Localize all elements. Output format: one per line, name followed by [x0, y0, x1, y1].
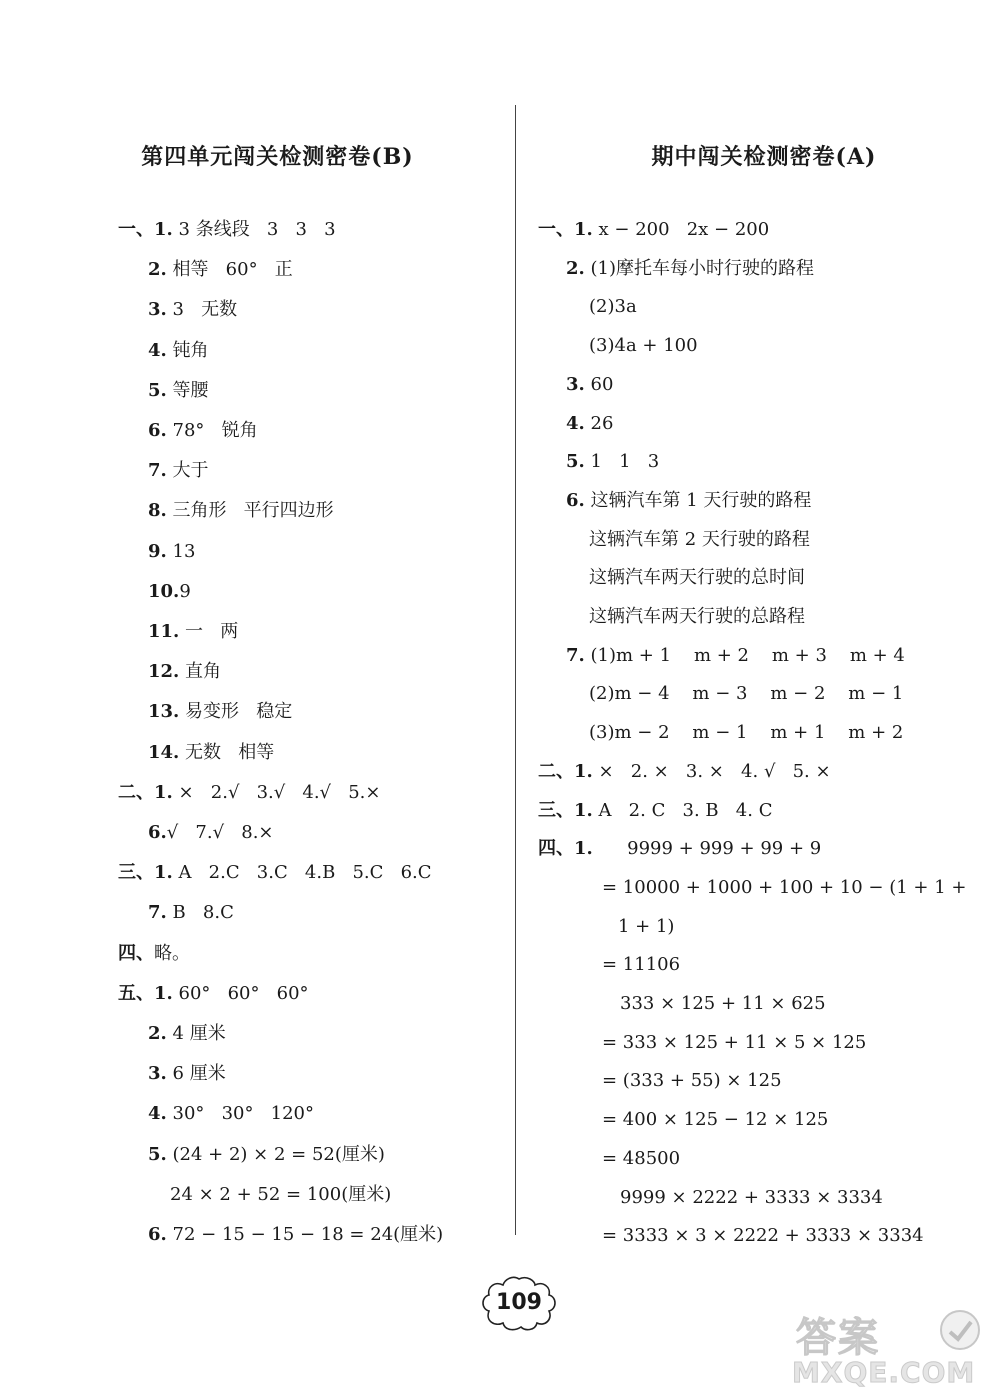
- right-section-title: 期中闯关检测密卷(A): [651, 144, 877, 170]
- answer-text: (24 + 2) × 2 = 52(厘米): [166, 1144, 385, 1165]
- left-answer-line: [118, 218, 336, 242]
- left-section-title: 第四单元闯关检测密卷(B): [141, 144, 414, 170]
- answer-text: 4 厘米: [166, 1023, 226, 1044]
- answer-text: 60° 60° 60°: [172, 983, 309, 1004]
- answer-text: = 48500: [602, 1148, 681, 1169]
- answer-text: 3 无数: [166, 299, 238, 320]
- answer-text: A 2. C 3. B 4. C: [592, 800, 773, 821]
- item-number: 7.: [148, 902, 167, 923]
- item-number: 6.: [148, 822, 167, 843]
- answer-text: × 2.√ 3.√ 4.√ 5.×: [172, 782, 381, 803]
- right-answer-line: [620, 1186, 883, 1210]
- answer-text: 3 条线段 3 3 3: [172, 219, 336, 240]
- left-answer-line: [148, 540, 195, 564]
- item-number: 5.: [148, 380, 167, 401]
- right-answer-line: [589, 334, 698, 358]
- right-answer-line: [589, 605, 805, 629]
- left-answer-line: [148, 258, 293, 282]
- answer-text: 无数 相等: [179, 742, 275, 763]
- right-answer-line: [602, 1108, 828, 1132]
- left-answer-line: [118, 942, 190, 966]
- item-number: 三、1.: [118, 862, 173, 883]
- answer-text: × 2. × 3. × 4. √ 5. ×: [592, 761, 831, 782]
- item-number: 4.: [566, 413, 585, 434]
- item-number: 二、1.: [118, 782, 173, 803]
- right-answer-line: [618, 915, 674, 939]
- answer-text: 等腰: [166, 380, 209, 401]
- left-answer-line: [148, 620, 238, 644]
- left-answer-line: [148, 499, 334, 523]
- answer-text: 9: [179, 581, 191, 602]
- right-answer-line: [538, 218, 769, 242]
- answer-text: = 400 × 125 − 12 × 125: [602, 1109, 829, 1130]
- item-number: 4.: [148, 1103, 167, 1124]
- left-answer-line: [148, 379, 209, 403]
- item-number: 2.: [148, 1023, 167, 1044]
- answer-text: (2)m − 4 m − 3 m − 2 m − 1: [589, 683, 904, 704]
- right-answer-line: [602, 953, 680, 977]
- item-number: 7.: [566, 645, 585, 666]
- right-answer-line: [566, 489, 811, 513]
- item-number: 5.: [566, 451, 585, 472]
- answer-text: √ 7.√ 8.×: [166, 822, 274, 843]
- right-answer-line: [538, 799, 772, 823]
- left-answer-line: [118, 982, 309, 1006]
- left-answer-line: [148, 419, 258, 443]
- item-number: 6.: [148, 420, 167, 441]
- left-answer-line: [118, 781, 380, 805]
- answer-text: 13: [166, 541, 196, 562]
- right-answer-line: [589, 528, 810, 552]
- left-answer-line: [148, 901, 234, 925]
- answer-text: B 8.C: [166, 902, 234, 923]
- page-number-badge: [481, 1275, 557, 1331]
- answer-text: (3)4a + 100: [589, 335, 698, 356]
- watermark-logo-text: 答案: [796, 1315, 880, 1361]
- answer-text: 这辆汽车第 2 天行驶的路程: [589, 529, 810, 550]
- answer-text: 相等 60° 正: [166, 259, 293, 280]
- answer-text: = 11106: [602, 954, 681, 975]
- answer-text: 72 − 15 − 15 − 18 = 24(厘米): [166, 1224, 444, 1245]
- item-number: 一、1.: [118, 219, 173, 240]
- item-number: 8.: [148, 500, 167, 521]
- answer-text: 26: [584, 413, 614, 434]
- item-number: 9.: [148, 541, 167, 562]
- answer-text: 60: [584, 374, 614, 395]
- item-number: 13.: [148, 701, 180, 722]
- answer-text: (2)3a: [589, 296, 637, 317]
- page-number: 109: [496, 1290, 542, 1315]
- left-answer-line: [148, 1062, 226, 1086]
- item-number: 三、1.: [538, 800, 593, 821]
- item-number: 14.: [148, 742, 180, 763]
- item-number: 2.: [566, 258, 585, 279]
- left-answer-line: [148, 821, 274, 845]
- answer-text: 三角形 平行四边形: [166, 500, 334, 521]
- watermark-url: MXQE.COM: [792, 1356, 976, 1389]
- answer-text: 78° 锐角: [166, 420, 258, 441]
- right-answer-line: [602, 1031, 866, 1055]
- left-answer-line: [148, 298, 237, 322]
- answer-text: = 10000 + 1000 + 100 + 10 − (1 + 1 +: [602, 877, 967, 898]
- left-answer-line: [148, 1022, 226, 1046]
- answer-text: 1 + 1): [618, 916, 675, 937]
- right-answer-line: [620, 992, 826, 1016]
- right-answer-line: [566, 373, 613, 397]
- item-number: 11.: [148, 621, 180, 642]
- left-answer-line: [148, 459, 209, 483]
- answer-text: 24 × 2 + 52 = 100(厘米): [170, 1184, 392, 1205]
- item-number: 4.: [148, 340, 167, 361]
- answer-text: = 3333 × 3 × 2222 + 3333 × 3334: [602, 1225, 924, 1246]
- item-number: 3.: [566, 374, 585, 395]
- answer-text: = (333 + 55) × 125: [602, 1070, 782, 1091]
- right-answer-line: [602, 876, 967, 900]
- answer-text: 30° 30° 120°: [166, 1103, 315, 1124]
- right-answer-line: [589, 295, 637, 319]
- item-number: 五、1.: [118, 983, 173, 1004]
- answer-text: (1)m + 1 m + 2 m + 3 m + 4: [584, 645, 905, 666]
- answer-text: 这辆汽车第 1 天行驶的路程: [584, 490, 812, 511]
- answer-text: 大于: [166, 460, 209, 481]
- left-answer-line: [170, 1183, 391, 1207]
- item-number: 一、1.: [538, 219, 593, 240]
- item-number: 3.: [148, 1063, 167, 1084]
- watermark-logo-icon: [938, 1308, 982, 1352]
- right-answer-line: [566, 257, 814, 281]
- item-number: 12.: [148, 661, 180, 682]
- answer-text: 钝角: [166, 340, 209, 361]
- left-answer-line: [148, 700, 292, 724]
- answer-text: 333 × 125 + 11 × 625: [620, 993, 826, 1014]
- item-number: 3.: [148, 299, 167, 320]
- column-divider: [515, 105, 516, 1235]
- right-answer-line: [602, 1069, 782, 1093]
- answer-text: x − 200 2x − 200: [592, 219, 770, 240]
- right-answer-line: [538, 837, 821, 861]
- item-number: 6.: [566, 490, 585, 511]
- answer-text: 9999 × 2222 + 3333 × 3334: [620, 1187, 883, 1208]
- site-watermark: [788, 1306, 988, 1388]
- right-answer-line: [602, 1224, 924, 1248]
- item-number: 四、1.: [538, 838, 593, 859]
- answer-text: 一 两: [179, 621, 239, 642]
- answer-text: 6 厘米: [166, 1063, 226, 1084]
- answer-text: (3)m − 2 m − 1 m + 1 m + 2: [589, 722, 904, 743]
- answer-text: A 2.C 3.C 4.B 5.C 6.C: [172, 862, 432, 883]
- answer-text: 9999 + 999 + 99 + 9: [592, 838, 822, 859]
- left-answer-line: [148, 741, 274, 765]
- left-answer-line: [148, 1223, 443, 1247]
- right-answer-line: [589, 566, 805, 590]
- left-answer-line: [118, 861, 432, 885]
- answer-text: 这辆汽车两天行驶的总时间: [589, 567, 805, 588]
- item-number: 6.: [148, 1224, 167, 1245]
- left-answer-line: [148, 339, 209, 363]
- item-number: 四、: [118, 943, 154, 964]
- answer-text: 1 1 3: [584, 451, 660, 472]
- item-number: 5.: [148, 1144, 167, 1165]
- left-answer-line: [148, 1102, 314, 1126]
- answer-text: (1)摩托车每小时行驶的路程: [584, 258, 815, 279]
- answer-text: 易变形 稳定: [179, 701, 293, 722]
- answer-text: 略。: [154, 943, 190, 964]
- left-answer-line: [148, 1143, 385, 1167]
- right-answer-line: [566, 644, 905, 668]
- left-answer-line: [148, 580, 191, 604]
- right-answer-line: [566, 412, 613, 436]
- right-answer-line: [602, 1147, 680, 1171]
- item-number: 2.: [148, 259, 167, 280]
- right-answer-line: [566, 450, 659, 474]
- answer-text: 直角: [179, 661, 222, 682]
- right-answer-line: [589, 721, 903, 745]
- left-answer-line: [148, 660, 221, 684]
- answer-text: 这辆汽车两天行驶的总路程: [589, 606, 805, 627]
- right-answer-line: [538, 760, 831, 784]
- answer-text: = 333 × 125 + 11 × 5 × 125: [602, 1032, 867, 1053]
- item-number: 10.: [148, 581, 180, 602]
- item-number: 二、1.: [538, 761, 593, 782]
- right-answer-line: [589, 682, 903, 706]
- item-number: 7.: [148, 460, 167, 481]
